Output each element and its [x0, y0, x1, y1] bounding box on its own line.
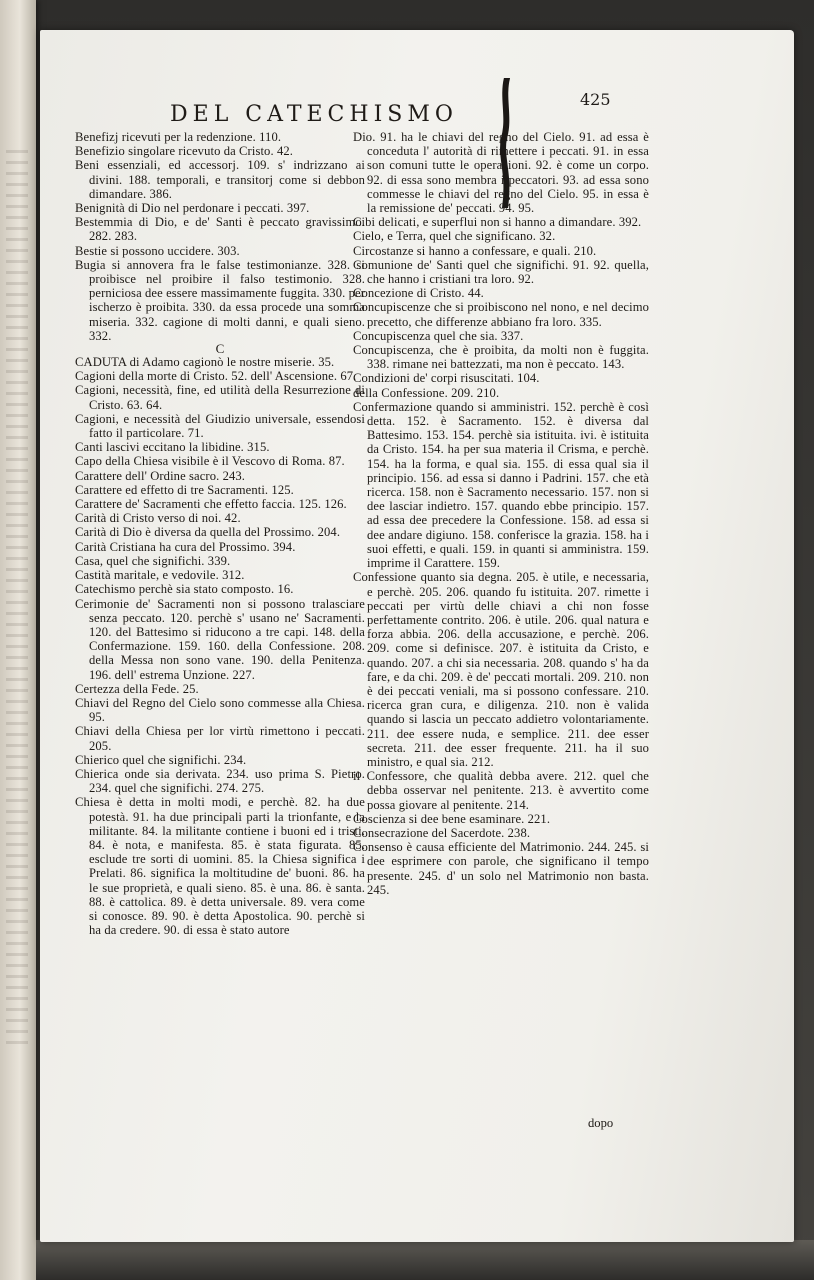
- index-entry: Benignità di Dio nel perdonare i peccati. 397.: [75, 201, 310, 216]
- index-entry: Chiesa è detta in molti modi, e perchè. 82. ha due potestà. 91. ha due principali parti la trionfante, e la militante. 84. la militante contiene i buoni ed i tristi. 84. è nota, e manifesta. 85. è stata figurata. 85. esclude tre sorti di uomini. 85. la Chiesa significa i Prelati. 86. significa la moltitudine de' buoni. 86. ha le sue proprietà, e quali sieno. 85. è una. 86. è santa. 88. è cattolica. 89. è detta universale. 89. vera come si conosce. 89. 90. è detta Apostolica. 90. perchè si ha da credere. 90. di essa è stato autore: [75, 795, 365, 938]
- index-entry: Carattere dell' Ordine sacro. 243.: [75, 468, 246, 483]
- index-entry: Comunione de' Santi quel che significhi. 91. 92. quella, che hanno i cristiani tra loro. 92.: [353, 257, 649, 287]
- index-entry: Cagioni della morte di Cristo. 52. dell' Ascensione. 67.: [75, 369, 357, 384]
- index-entry: Castità maritale, e vedovile. 312.: [75, 568, 245, 583]
- index-entry: Cielo, e Terra, quel che significano. 32.: [353, 229, 556, 244]
- index-entry: Dio. 91. ha le chiavi del regno del Cielo. 91. ad essa è conceduta l' autorità di rimettere i peccati. 91. in essa son comuni tutte le operazioni. 92. è come un corpo. 92. di essa sono membra i peccatori. 93. ad essa sono commesse le chiavi del regno del Cielo. 95. in essa è la remissione de' peccati. 94. 95.: [353, 130, 649, 216]
- index-entry: Casa, quel che significhi. 339.: [75, 553, 231, 568]
- index-entry: della Confessione. 209. 210.: [353, 385, 500, 400]
- index-entry: Carattere ed effetto di tre Sacramenti. 125.: [75, 482, 294, 497]
- adjacent-page-edge: [0, 0, 36, 1280]
- index-entry: Bestie si possono uccidere. 303.: [75, 243, 240, 258]
- index-entry: Consenso è causa efficiente del Matrimonio. 244. 245. si dee esprimere con parole, che significano il tempo presente. 245. d' un solo nel Matrimonio non basta. 245.: [353, 840, 649, 897]
- index-entry: Cibi delicati, e superflui non si hanno a dimandare. 392.: [353, 215, 642, 230]
- index-entry: Chierico quel che significhi. 234.: [75, 752, 247, 767]
- index-entry: Carità di Dio è diversa da quella del Prossimo. 204.: [75, 525, 341, 540]
- index-entry: Canti lascivi eccitano la libidine. 315.: [75, 440, 270, 455]
- page-number: 425: [580, 90, 611, 109]
- index-entry: Chierica onde sia derivata. 234. uso prima S. Pietro. 234. quel che significhi. 274. 275.: [75, 766, 365, 796]
- index-entry: Carità Cristiana ha cura del Prossimo. 394.: [75, 539, 296, 554]
- index-entry: Beni essenziali, ed accessorj. 109. s' indrizzano ai divini. 188. temporali, e transitorj come si debbon dimandare. 386.: [75, 158, 365, 201]
- index-entry: Concupiscenza quel che sia. 337.: [353, 328, 524, 343]
- index-entry: Cagioni, necessità, fine, ed utilità della Resurrezione di Cristo. 63. 64.: [75, 383, 365, 412]
- section-letter: C: [215, 341, 225, 357]
- book-bottom-edge: [36, 1240, 814, 1280]
- running-head: DEL CATECHISMO: [170, 102, 458, 127]
- index-entry: Capo della Chiesa visibile è il Vescovo di Roma. 87.: [75, 454, 345, 469]
- index-entry: Bestemmia di Dio, e de' Santi è peccato gravissimo. 282. 283.: [75, 215, 365, 244]
- index-entry: Condizioni de' corpi risuscitati. 104.: [353, 371, 540, 386]
- index-entry: Certezza della Fede. 25.: [75, 681, 199, 696]
- index-entry: il Confessore, che qualità debba avere. 212. quel che debba osservar nel penitente. 213. è avvertito come possa giovare al penitente. 214.: [353, 769, 649, 812]
- index-entry: Bugia si annovera fra le false testimonianze. 328. si proibisce nel proibire il falso testimonio. 328. perniciosa dee essere massimamente fuggita. 330. per ischerzo è proibita. 330. da essa procede una somma miseria. 332. cagione di molti danni, e quali sieno. 332.: [75, 257, 365, 343]
- index-entry: Circostanze si hanno a confessare, e quali. 210.: [353, 243, 597, 258]
- index-entry: Concupiscenza, che è proibita, da molti non è fuggita. 338. rimane nei battezzati, ma non è peccato. 143.: [353, 343, 649, 372]
- index-entry: Cerimonie de' Sacramenti non si possono tralasciare senza peccato. 120. perchè s' usano ne' Sacramenti. 120. del Battesimo si riducono a tre capi. 148. della Confermazione. 159. 160. della Confessione. 208. della Messa non sono vane. 190. della Penitenza. 196. dell' estrema Unzione. 227.: [75, 596, 365, 682]
- index-column-right: [353, 130, 649, 897]
- index-entry: Concezione di Cristo. 44.: [353, 286, 484, 301]
- index-entry: Coscienza si dee bene esaminare. 221.: [353, 811, 551, 826]
- index-column-left: [75, 130, 365, 937]
- catchword: dopo: [588, 1116, 614, 1130]
- index-entry: Carità di Cristo verso di noi. 42.: [75, 511, 241, 526]
- index-entry: Consecrazione del Sacerdote. 238.: [353, 825, 531, 840]
- index-entry: Cagioni, e necessità del Giudizio universale, essendosi fatto il particolare. 71.: [75, 411, 365, 441]
- index-entry: CADUTA di Adamo cagionò le nostre miserie. 35.: [75, 355, 335, 370]
- index-entry: Catechismo perchè sia stato composto. 16.: [75, 582, 294, 597]
- index-entry: Confessione quanto sia degna. 205. è utile, e necessaria, e perchè. 205. 206. quando fu istituita. 207. rimette i peccati per virtù delle chiavi a chi non fosse perfettamente contrito. 206. è utile. 206. qual natura e forza abbia. 206. della accusazione, e perchè. 206. 209. come si definisce. 207. è istituita da Cristo, e quando. 207. a chi sia necessaria. 208. quando s' ha da fare, e da chi. 209. è de' peccati mortali. 209. 210. non è dei peccati veniali, ma si possono confessare. 210. ricerca gran cura, e diligenza. 210. non è valida quando si lascia un peccato addietro volontariamente. 211. dee essere nuda, e semplice. 211. dee esser secreta. 211. dee esser frequente. 211. ha il suo ministro, e qual sia. 212.: [353, 570, 649, 769]
- index-entry: Benefizio singolare ricevuto da Cristo. 42.: [75, 144, 293, 159]
- index-entry: Chiavi della Chiesa per lor virtù rimettono i peccati. 205.: [75, 724, 365, 753]
- index-entry: Concupiscenze che si proibiscono nel nono, e nel decimo precetto, che differenze abbiano fra loro. 335.: [353, 300, 649, 329]
- book-page: [40, 30, 794, 1242]
- index-entry: Chiavi del Regno del Cielo sono commesse alla Chiesa. 95.: [75, 695, 365, 725]
- index-entry: Benefizj ricevuti per la redenzione. 110.: [75, 130, 282, 144]
- index-entry: Carattere de' Sacramenti che effetto faccia. 125. 126.: [75, 497, 347, 512]
- index-entry: Confermazione quando si amministri. 152. perchè è così detta. 152. è Sacramento. 152. è diversa dal Battesimo. 153. 154. perchè sia istituita. ivi. è istituita da Cristo. 154. ha per sua materia il Crisma, e perchè. 154. ha la forma, e qual sia. 155. di essa qual sia il principio. 156. ad essa si danno i Padrini. 157. che età ricerca. 158. non è Sacramento necessario. 157. non si dee lasciar indietro. 157. quando ebbe principio. 157. ad essa dee precedere la Confessione. 158. ad essa si dee andare digiuno. 158. conferisce la grazia. 158. ha i suoi effetti, e quali. 159. in quanti si amministra. 159. imprime il Carattere. 159.: [353, 399, 649, 571]
